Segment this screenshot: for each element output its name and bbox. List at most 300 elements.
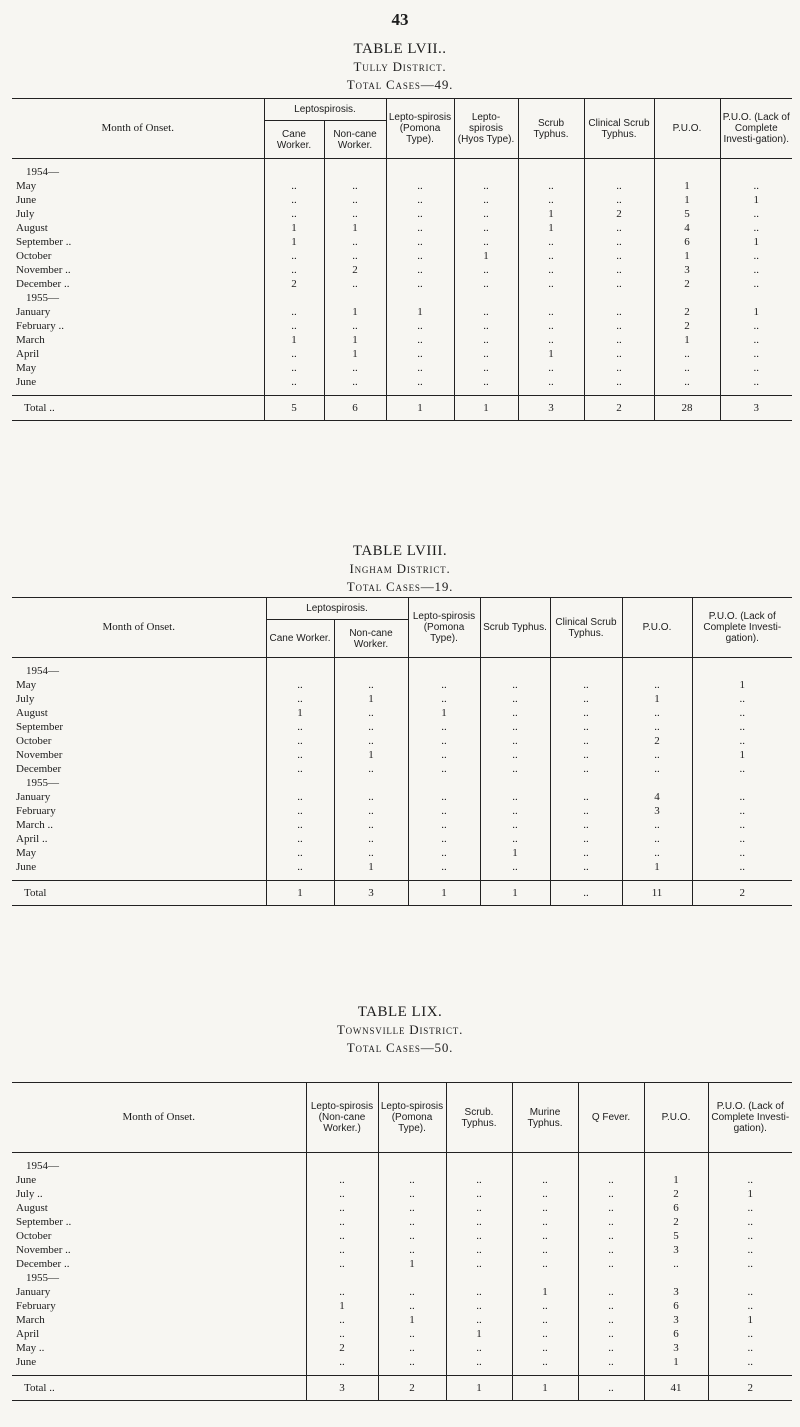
cell-value: .. [550, 678, 622, 692]
cell-value: .. [408, 748, 480, 762]
table-lvii-heading [0, 40, 800, 94]
cell-value: .. [480, 860, 550, 874]
table-title: TABLE LIX. [357, 1004, 443, 1020]
cell-value: .. [386, 319, 454, 333]
cell-value: .. [480, 832, 550, 846]
month-label: March [12, 1313, 306, 1327]
cell-value: .. [584, 361, 654, 375]
cell-value: .. [266, 748, 334, 762]
month-label: May [12, 361, 264, 375]
cell-value: .. [446, 1201, 512, 1215]
total-value: 1 [454, 396, 518, 421]
month-label: April [12, 1327, 306, 1341]
cell-value: 1 [306, 1299, 378, 1313]
cell-value: .. [720, 249, 792, 263]
month-label: July .. [12, 1187, 306, 1201]
cell-value: .. [378, 1285, 446, 1299]
total-value: 3 [334, 881, 408, 906]
page-number: 43 [391, 10, 409, 29]
total-value: 6 [324, 396, 386, 421]
cell-value [720, 291, 792, 305]
cell-value: .. [378, 1355, 446, 1369]
cell-value [386, 291, 454, 305]
cell-value [644, 1153, 708, 1174]
cell-value: 2 [306, 1341, 378, 1355]
cell-value: 2 [622, 734, 692, 748]
cell-value: .. [692, 804, 792, 818]
table-row [12, 1201, 792, 1215]
cell-value: 1 [512, 1285, 578, 1299]
header-col5: Clinical Scrub Typhus. [550, 598, 622, 658]
cell-value: 1 [708, 1313, 792, 1327]
header-noncane-worker: Non-cane Worker. [324, 121, 386, 159]
cell-value: .. [578, 1173, 644, 1187]
header-col6: P.U.O. [622, 598, 692, 658]
cell-value: .. [334, 678, 408, 692]
month-label: February [12, 804, 266, 818]
table-row [12, 734, 792, 748]
cell-value: 1 [334, 860, 408, 874]
total-value: 2 [378, 1376, 446, 1401]
cell-value: .. [550, 804, 622, 818]
month-label: August [12, 706, 266, 720]
cell-value [408, 776, 480, 790]
header-col5: Scrub Typhus. [518, 99, 584, 159]
cell-value: .. [334, 790, 408, 804]
cell-value: 1 [324, 347, 386, 361]
cell-value: .. [480, 804, 550, 818]
cell-value: .. [692, 692, 792, 706]
year-row [12, 159, 792, 180]
cell-value: .. [266, 720, 334, 734]
cell-value: 4 [622, 790, 692, 804]
month-label: March [12, 333, 264, 347]
table-row [12, 333, 792, 347]
cell-value [454, 291, 518, 305]
table-row [12, 361, 792, 375]
month-label: August [12, 1201, 306, 1215]
cell-value: .. [578, 1327, 644, 1341]
cell-value: .. [622, 678, 692, 692]
cell-value: .. [454, 305, 518, 319]
table-lviii-heading [0, 542, 800, 596]
district-name: Ingham District. [349, 561, 451, 576]
cell-value: .. [584, 193, 654, 207]
cell-value: .. [334, 846, 408, 860]
cell-value: .. [334, 804, 408, 818]
cell-value: .. [518, 333, 584, 347]
cell-value: .. [550, 790, 622, 804]
table-lviii [12, 597, 792, 906]
cell-value: .. [386, 361, 454, 375]
header-col2: Lepto-spirosis (Pomona Type). [378, 1083, 446, 1153]
cell-value: .. [584, 347, 654, 361]
cell-value: .. [266, 846, 334, 860]
cell-value: .. [334, 818, 408, 832]
cell-value: 3 [644, 1243, 708, 1257]
table-row [12, 706, 792, 720]
cell-value: 6 [644, 1201, 708, 1215]
cell-value: 3 [644, 1341, 708, 1355]
table-lix-heading [0, 1003, 800, 1057]
cell-value: .. [720, 179, 792, 193]
cell-value: .. [334, 706, 408, 720]
cell-value: .. [512, 1201, 578, 1215]
cell-value: .. [692, 790, 792, 804]
cell-value: 1 [654, 333, 720, 347]
cell-value: .. [386, 193, 454, 207]
cell-value: .. [708, 1299, 792, 1313]
cell-value: 1 [622, 860, 692, 874]
table-row [12, 319, 792, 333]
cell-value: .. [512, 1299, 578, 1313]
cell-value: .. [264, 305, 324, 319]
table-row [12, 235, 792, 249]
cell-value: .. [708, 1341, 792, 1355]
cell-value: .. [264, 375, 324, 389]
cell-value: .. [446, 1355, 512, 1369]
cell-value: 3 [644, 1285, 708, 1299]
cell-value: .. [512, 1327, 578, 1341]
cell-value: .. [446, 1173, 512, 1187]
table-row [12, 179, 792, 193]
cell-value [378, 1153, 446, 1174]
month-label: December .. [12, 277, 264, 291]
cell-value: 1 [264, 333, 324, 347]
table-row [12, 1299, 792, 1313]
year-row [12, 1153, 792, 1174]
table-lix [12, 1082, 792, 1401]
cell-value: .. [550, 734, 622, 748]
table-row [12, 846, 792, 860]
month-label: January [12, 1285, 306, 1299]
cell-value: .. [692, 846, 792, 860]
cell-value: .. [584, 249, 654, 263]
cell-value: 1 [408, 706, 480, 720]
cell-value: .. [480, 734, 550, 748]
cell-value: .. [622, 846, 692, 860]
cell-value: 1 [654, 249, 720, 263]
table-row [12, 748, 792, 762]
header-col4: Scrub Typhus. [480, 598, 550, 658]
cell-value: 1 [518, 221, 584, 235]
cell-value: 1 [264, 235, 324, 249]
cell-value: .. [644, 1257, 708, 1271]
cell-value: .. [306, 1313, 378, 1327]
cell-value: 1 [518, 207, 584, 221]
table-row [12, 678, 792, 692]
cell-value: .. [584, 375, 654, 389]
cell-value: 2 [264, 277, 324, 291]
month-label: July [12, 692, 266, 706]
cell-value: .. [334, 762, 408, 776]
table-row [12, 1215, 792, 1229]
month-label: June [12, 1355, 306, 1369]
cell-value [654, 159, 720, 180]
total-label: Total .. [12, 396, 264, 421]
cell-value: .. [408, 818, 480, 832]
cell-value: .. [408, 846, 480, 860]
cell-value: 1 [334, 748, 408, 762]
header-col7: P.U.O. [654, 99, 720, 159]
year-label: 1954— [12, 658, 266, 679]
cell-value: .. [306, 1243, 378, 1257]
cell-value: .. [622, 832, 692, 846]
header-col7: P.U.O. (Lack of Complete Investi-gation). [708, 1083, 792, 1153]
cell-value: .. [446, 1187, 512, 1201]
cell-value: .. [518, 277, 584, 291]
cell-value: .. [386, 333, 454, 347]
total-label: Total .. [12, 1376, 306, 1401]
table-body [12, 658, 792, 906]
cell-value: .. [518, 249, 584, 263]
table-row [12, 1187, 792, 1201]
cell-value [334, 776, 408, 790]
cell-value: .. [692, 706, 792, 720]
cell-value: .. [720, 361, 792, 375]
cell-value: .. [584, 319, 654, 333]
cell-value: .. [378, 1341, 446, 1355]
table-row [12, 832, 792, 846]
cell-value: .. [512, 1257, 578, 1271]
cell-value: .. [512, 1341, 578, 1355]
cell-value: .. [306, 1215, 378, 1229]
cell-value [622, 658, 692, 679]
cell-value: 6 [644, 1327, 708, 1341]
cell-value: 2 [654, 277, 720, 291]
cell-value: .. [266, 832, 334, 846]
month-label: December [12, 762, 266, 776]
cell-value: .. [266, 678, 334, 692]
cell-value: .. [386, 207, 454, 221]
cell-value: 1 [480, 846, 550, 860]
header-col4: Lepto-spirosis (Hyos Type). [454, 99, 518, 159]
cell-value: .. [622, 762, 692, 776]
month-label: February [12, 1299, 306, 1313]
cell-value: .. [512, 1355, 578, 1369]
cell-value: .. [550, 860, 622, 874]
cell-value: .. [550, 846, 622, 860]
cell-value: .. [692, 734, 792, 748]
cell-value: .. [306, 1187, 378, 1201]
year-label: 1955— [12, 776, 266, 790]
table-row [12, 305, 792, 319]
cell-value: .. [264, 193, 324, 207]
cell-value: .. [584, 333, 654, 347]
cell-value [692, 776, 792, 790]
cell-value: 1 [644, 1355, 708, 1369]
cell-value [708, 1271, 792, 1285]
cell-value: .. [480, 790, 550, 804]
total-value: 3 [518, 396, 584, 421]
cell-value: .. [454, 179, 518, 193]
table-row [12, 804, 792, 818]
cell-value: .. [446, 1341, 512, 1355]
cell-value: .. [692, 818, 792, 832]
month-label: June [12, 375, 264, 389]
cell-value: 3 [622, 804, 692, 818]
cell-value: .. [264, 263, 324, 277]
cell-value: 5 [644, 1229, 708, 1243]
table-row [12, 193, 792, 207]
month-label: October [12, 249, 264, 263]
cell-value: .. [480, 762, 550, 776]
header-cane-worker: Cane Worker. [266, 620, 334, 658]
cell-value: 2 [654, 319, 720, 333]
cell-value: .. [408, 860, 480, 874]
table-row [12, 277, 792, 291]
cell-value [446, 1271, 512, 1285]
cell-value: .. [264, 319, 324, 333]
total-cases: Total Cases—49. [346, 77, 454, 92]
table-row [12, 1285, 792, 1299]
year-row [12, 1271, 792, 1285]
cell-value: .. [408, 692, 480, 706]
header-cane-worker: Cane Worker. [264, 121, 324, 159]
total-cases: Total Cases—19. [346, 579, 454, 594]
cell-value [264, 291, 324, 305]
table-row [12, 1313, 792, 1327]
header-col8: P.U.O. (Lack of Complete Investi-gation). [720, 99, 792, 159]
total-value: 1 [266, 881, 334, 906]
cell-value: .. [378, 1243, 446, 1257]
cell-value [584, 291, 654, 305]
cell-value: .. [324, 277, 386, 291]
month-label: November .. [12, 263, 264, 277]
cell-value: 3 [644, 1313, 708, 1327]
total-value: 11 [622, 881, 692, 906]
cell-value: .. [584, 235, 654, 249]
cell-value: 1 [654, 193, 720, 207]
cell-value: .. [518, 305, 584, 319]
cell-value: .. [578, 1215, 644, 1229]
cell-value: .. [454, 277, 518, 291]
cell-value: .. [306, 1257, 378, 1271]
total-value: 2 [584, 396, 654, 421]
cell-value: .. [408, 734, 480, 748]
cell-value [518, 159, 584, 180]
cell-value: .. [266, 692, 334, 706]
year-label: 1954— [12, 1153, 306, 1174]
cell-value: .. [446, 1243, 512, 1257]
cell-value: .. [264, 207, 324, 221]
cell-value: .. [622, 706, 692, 720]
cell-value: .. [306, 1229, 378, 1243]
cell-value: .. [408, 720, 480, 734]
cell-value [584, 159, 654, 180]
month-label: October [12, 734, 266, 748]
cell-value: .. [708, 1173, 792, 1187]
cell-value: .. [692, 860, 792, 874]
month-label: November .. [12, 1243, 306, 1257]
month-label: September [12, 720, 266, 734]
cell-value: .. [408, 762, 480, 776]
cell-value: .. [408, 790, 480, 804]
cell-value: .. [480, 748, 550, 762]
cell-value: .. [378, 1173, 446, 1187]
total-value: 3 [306, 1376, 378, 1401]
district-name: Tully District. [353, 59, 447, 74]
month-label: September .. [12, 1215, 306, 1229]
month-label: June [12, 193, 264, 207]
cell-value: .. [584, 305, 654, 319]
year-label: 1955— [12, 291, 264, 305]
table-row [12, 692, 792, 706]
cell-value: .. [446, 1257, 512, 1271]
total-label: Total [12, 881, 266, 906]
cell-value: .. [446, 1229, 512, 1243]
table-row [12, 375, 792, 389]
total-row [12, 396, 792, 421]
cell-value: .. [480, 818, 550, 832]
cell-value: .. [708, 1229, 792, 1243]
header-col7: P.U.O. (Lack of Complete Investi-gation). [692, 598, 792, 658]
cell-value: .. [306, 1285, 378, 1299]
cell-value: .. [454, 193, 518, 207]
table-title: TABLE LVII.. [353, 41, 447, 57]
cell-value: .. [518, 361, 584, 375]
cell-value: .. [334, 720, 408, 734]
cell-value: .. [446, 1285, 512, 1299]
cell-value [578, 1271, 644, 1285]
header-leptospirosis: Leptospirosis. [264, 99, 386, 121]
cell-value: .. [454, 235, 518, 249]
month-label: May .. [12, 1341, 306, 1355]
cell-value: 1 [720, 235, 792, 249]
month-label: August [12, 221, 264, 235]
year-row [12, 291, 792, 305]
cell-value [324, 291, 386, 305]
cell-value: .. [550, 720, 622, 734]
table-row [12, 818, 792, 832]
cell-value: .. [654, 347, 720, 361]
table-row [12, 221, 792, 235]
month-label: December .. [12, 1257, 306, 1271]
total-value: 1 [480, 881, 550, 906]
table-row [12, 1229, 792, 1243]
cell-value: .. [408, 832, 480, 846]
month-label: July [12, 207, 264, 221]
total-value: 2 [692, 881, 792, 906]
cell-value: .. [720, 347, 792, 361]
cell-value: .. [692, 720, 792, 734]
table-body [12, 159, 792, 421]
cell-value: .. [720, 263, 792, 277]
cell-value: .. [720, 375, 792, 389]
cell-value [306, 1153, 378, 1174]
cell-value [386, 159, 454, 180]
month-label: April .. [12, 832, 266, 846]
cell-value: .. [518, 179, 584, 193]
cell-value: .. [446, 1313, 512, 1327]
header-month: Month of Onset. [12, 598, 266, 658]
cell-value [480, 776, 550, 790]
cell-value: .. [306, 1355, 378, 1369]
table-row [12, 1355, 792, 1369]
total-value: 28 [654, 396, 720, 421]
month-label: May [12, 678, 266, 692]
cell-value: .. [266, 762, 334, 776]
month-label: June [12, 1173, 306, 1187]
cell-value: .. [720, 319, 792, 333]
total-value: 41 [644, 1376, 708, 1401]
cell-value [578, 1153, 644, 1174]
cell-value: 1 [654, 179, 720, 193]
cell-value: .. [512, 1187, 578, 1201]
cell-value [408, 658, 480, 679]
cell-value: .. [578, 1285, 644, 1299]
cell-value: 1 [454, 249, 518, 263]
